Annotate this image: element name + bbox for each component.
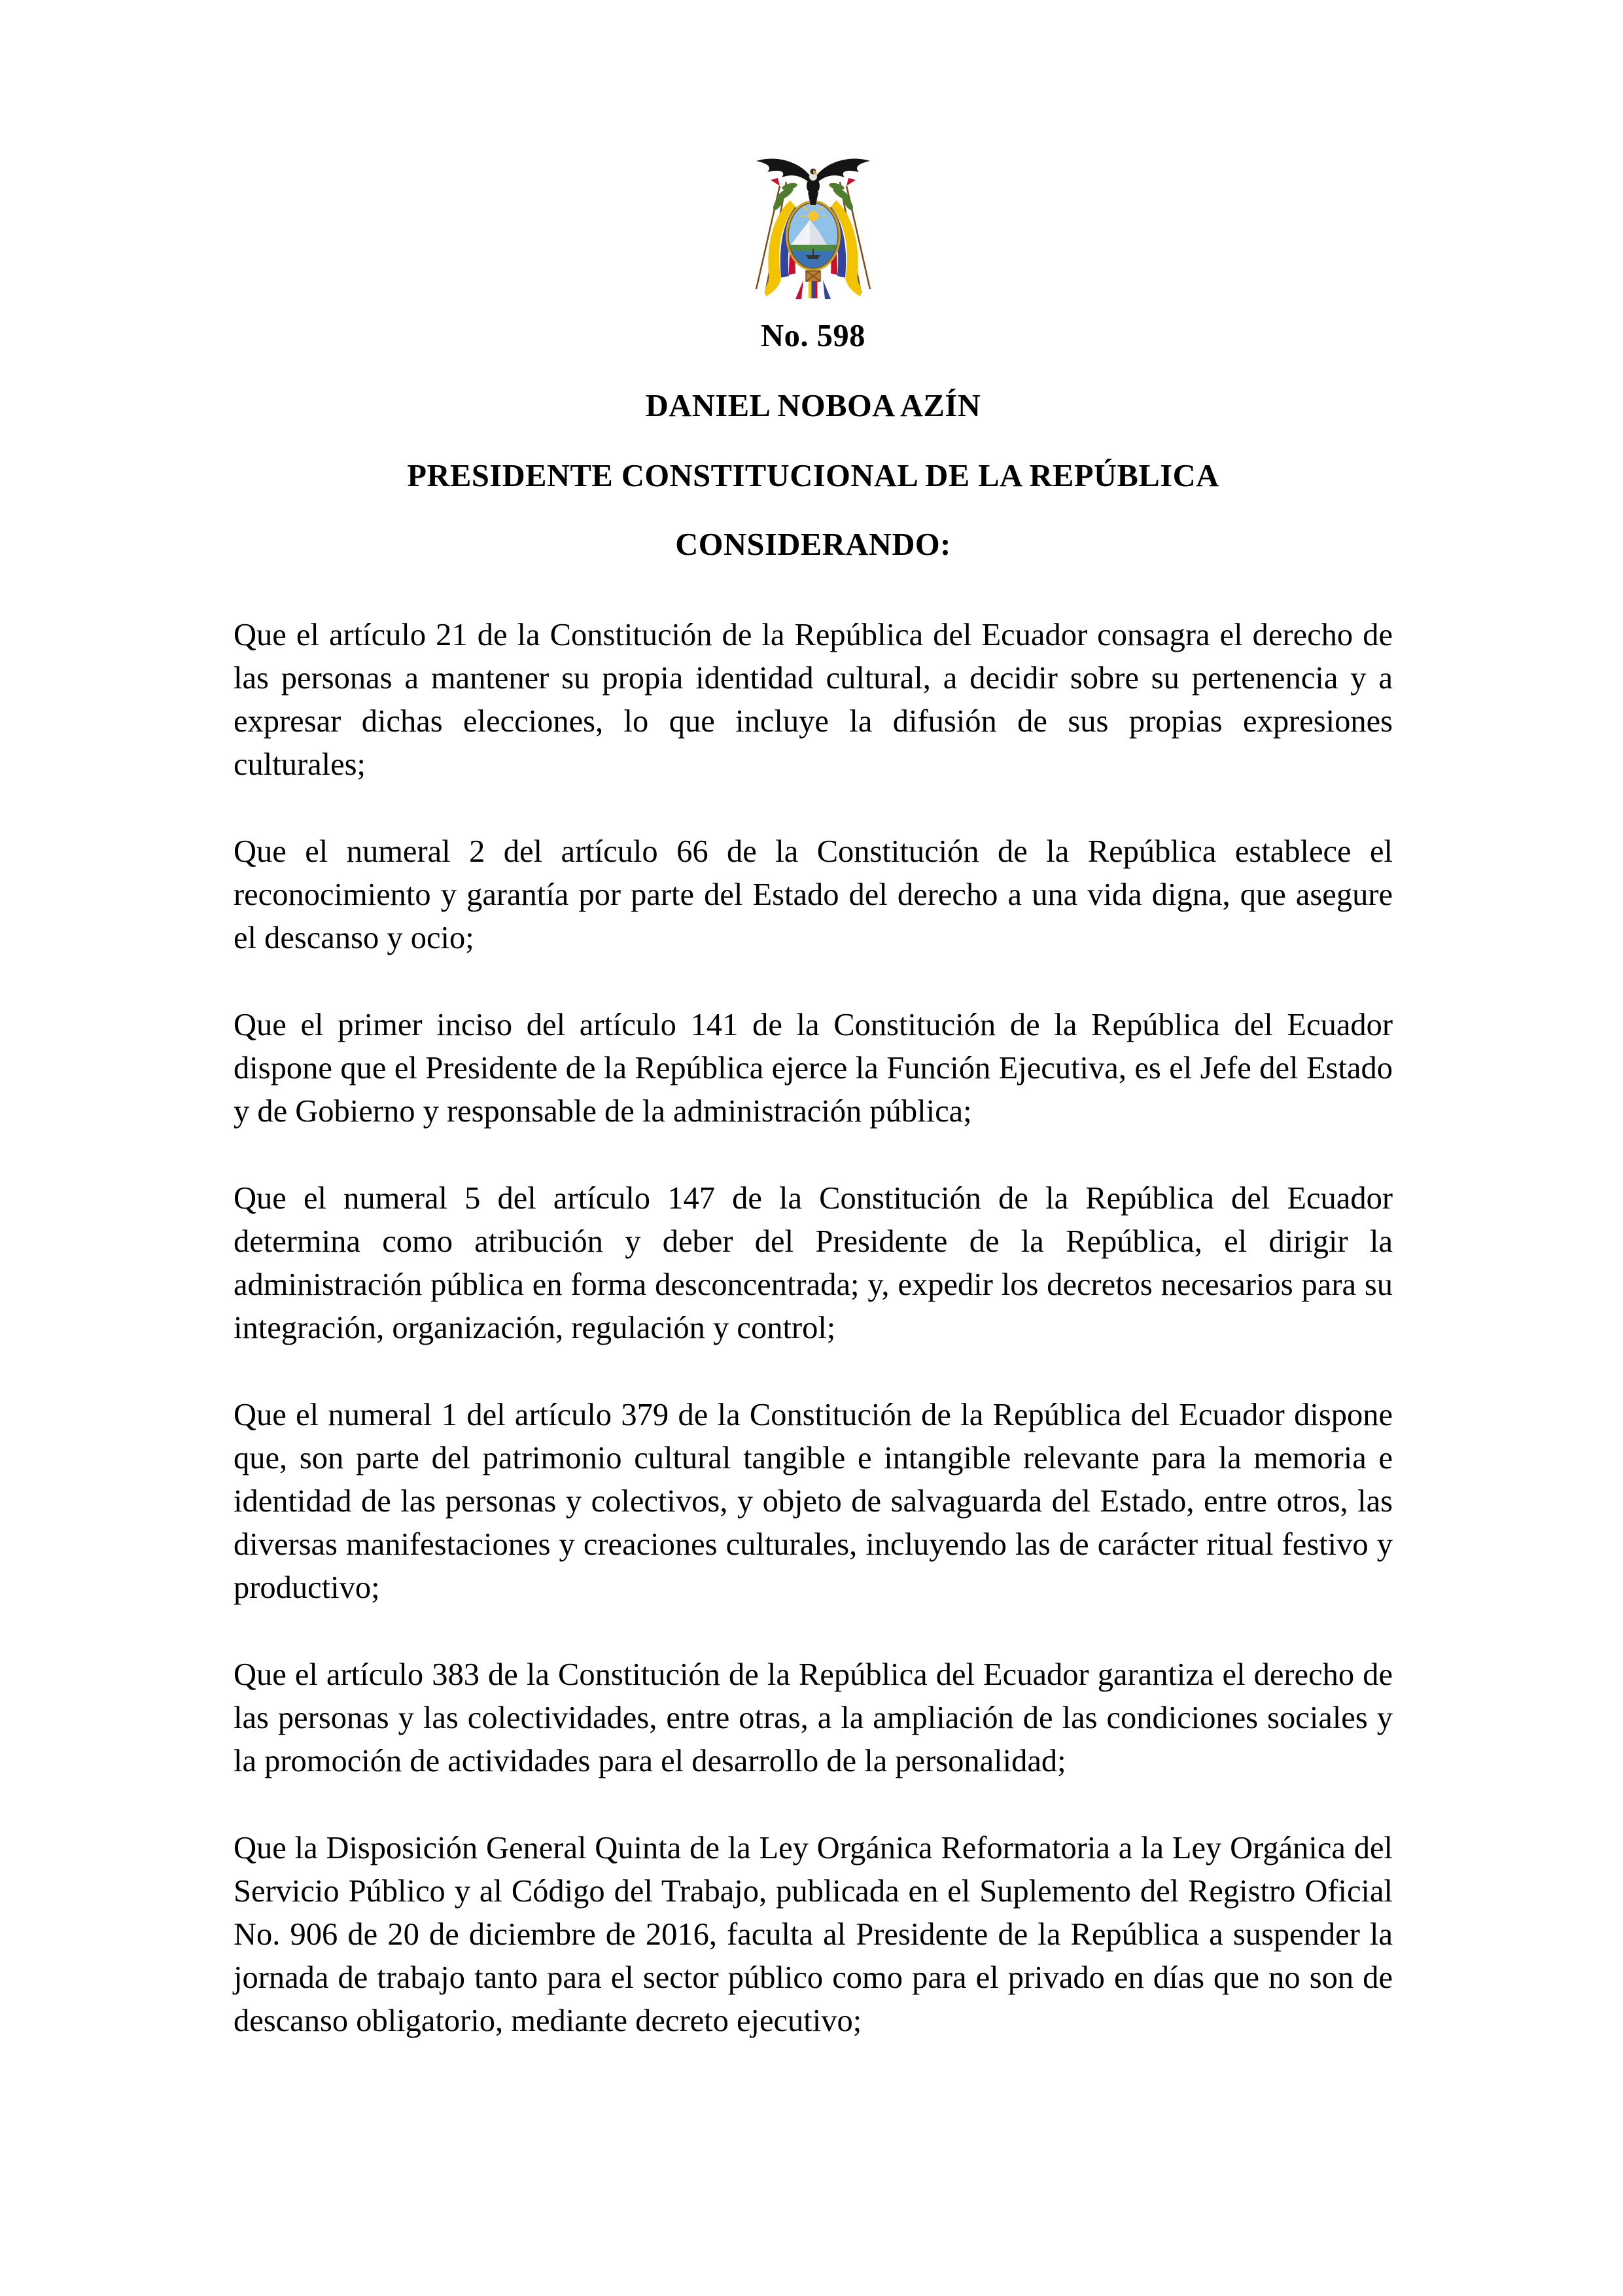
- pennant-left: [771, 178, 780, 186]
- ecuador-coat-of-arms-icon: [746, 152, 881, 302]
- ecuador-coat-of-arms-svg: [746, 152, 881, 302]
- president-name: DANIEL NOBOA AZÍN: [645, 389, 981, 423]
- document-content: [234, 0, 1393, 2043]
- considerando-paragraph-3: Que el primer inciso del artículo 141 de la Constitución de la República del Ecuador dispone que el Presidente de la República ejerce la Función Ejecutiva, es el Jefe del Estado y de Gobierno y responsable de la administración pública;: [234, 1008, 1393, 1129]
- section-heading: CONSIDERANDO:: [675, 527, 951, 562]
- considerando-paragraph-1: Que el artículo 21 de la Constitución de la República del Ecuador consagra el derecho de las personas a mantener su propia identidad cultural, a decidir sobre su pertenencia y a expresar dichas elecciones, lo que incluye la difusión de sus propias expresiones culturales;: [234, 618, 1393, 782]
- considerando-paragraph-4: Que el numeral 5 del artículo 147 de la Constitución de la República del Ecuador determina como atribución y deber del Presidente de la República, el dirigir la administración pública en forma desconcentrada; y, expedir los decretos necesarios para su integración, organización, regulación y control;: [234, 1181, 1393, 1345]
- president-title: PRESIDENTE CONSTITUCIONAL DE LA REPÚBLICA: [407, 459, 1219, 493]
- considerando-paragraph-7: Que la Disposición General Quinta de la Ley Orgánica Reformatoria a la Ley Orgánica del Servicio Público y al Código del Trabajo, publicada en el Suplemento del Registro Oficial No. 906 de 20 de diciembre de 2016, faculta al Presidente de la República a suspender la jornada de trabajo tanto para el sector público como para el privado en días que no son de descanso obligatorio, mediante decreto ejecutivo;: [234, 1831, 1393, 2038]
- condor-icon: [756, 159, 870, 205]
- fasces-icon: [806, 271, 820, 281]
- considerando-paragraph-2: Que el numeral 2 del artículo 66 de la Constitución de la República establece el reconocimiento y garantía por parte del Estado del derecho a una vida digna, que asegure el descanso y ocio;: [234, 834, 1393, 955]
- considerando-paragraph-6: Que el artículo 383 de la Constitución de la República del Ecuador garantiza el derecho de las personas y las colectividades, entre otras, a la ampliación de las condiciones sociales y la promoción de actividades para el desarrollo de la personalidad;: [234, 1657, 1393, 1778]
- decree-number: No. 598: [761, 319, 865, 353]
- ribbons: [795, 280, 831, 299]
- pennant-right: [846, 178, 856, 186]
- considerando-paragraph-5: Que el numeral 1 del artículo 379 de la Constitución de la República del Ecuador dispone que, son parte del patrimonio cultural tangible e intangible relevante para la memoria e identidad de las personas y colectivos, y objeto de salvaguarda del Estado, entre otros, las diversas manifestaciones y creaciones culturales, incluyendo las de carácter ritual festivo y productivo;: [234, 1398, 1393, 1605]
